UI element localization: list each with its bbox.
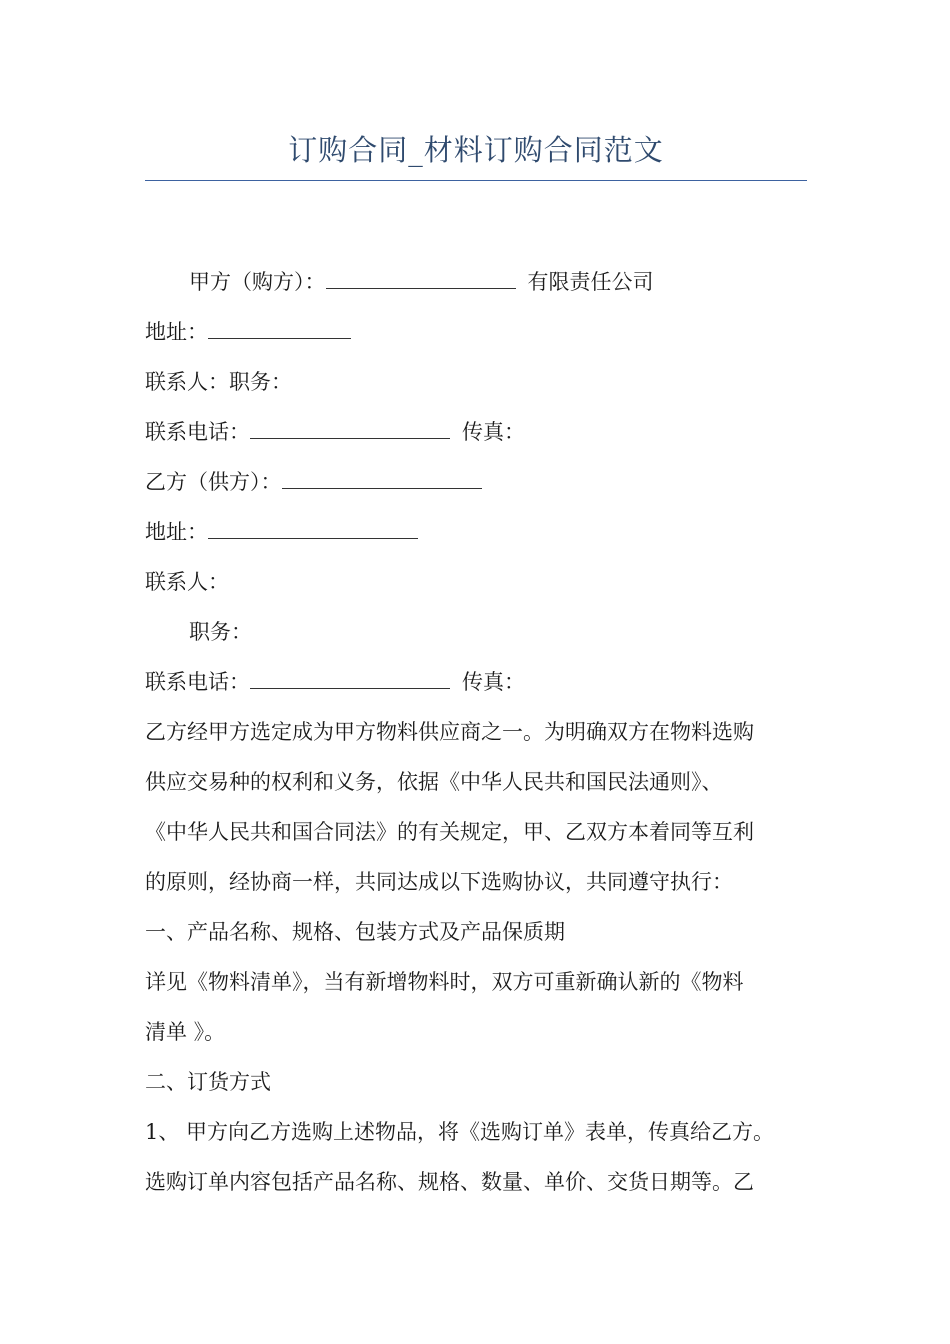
party-b-phone-blank xyxy=(250,668,450,689)
party-a-address-blank xyxy=(208,318,351,339)
party-a-address-label: 地址： xyxy=(145,320,208,344)
preamble-line: 乙方经甲方选定成为甲方物料供应商之一。为明确双方在物料选购 xyxy=(145,720,754,744)
party-a-name-blank xyxy=(326,268,516,289)
title-underline xyxy=(145,180,807,181)
party-b-address-blank xyxy=(208,518,418,539)
party-a-phone-line xyxy=(145,418,825,446)
party-a-suffix: 有限责任公司 xyxy=(527,270,654,294)
section-2-item-1-line: 选购订单内容包括产品名称、规格、数量、单价、交货日期等。乙 xyxy=(145,1170,754,1194)
party-a-phone-label: 联系电话： xyxy=(145,420,250,444)
party-b-position-line: 职务： xyxy=(189,620,252,644)
party-b-label: 乙方（供方）： xyxy=(145,470,282,494)
party-b-line xyxy=(145,468,825,496)
party-a-phone-blank xyxy=(250,418,450,439)
section-2-item-1-line: 1、 甲方向乙方选购上述物品，将《选购订单》表单，传真给乙方。 xyxy=(145,1120,775,1144)
section-2-heading: 二、订货方式 xyxy=(145,1070,271,1094)
party-a-label: 甲方（购方）： xyxy=(189,270,326,294)
section-1-body-line: 清单 》。 xyxy=(145,1020,226,1044)
section-1-body-line: 详见《物料清单》，当有新增物料时，双方可重新确认新的《物料 xyxy=(145,970,744,994)
party-a-fax-label: 传真： xyxy=(462,420,525,444)
party-b-address-line xyxy=(145,518,825,546)
party-a-address-line xyxy=(145,318,825,346)
party-a-contact-line: 联系人：职务： xyxy=(145,370,292,394)
preamble-line: 《中华人民共和国合同法》的有关规定，甲、乙双方本着同等互利 xyxy=(145,820,754,844)
party-b-address-label: 地址： xyxy=(145,520,208,544)
preamble-line: 供应交易种的权利和义务，依据《中华人民共和国民法通则》、 xyxy=(145,770,723,794)
party-b-contact-line: 联系人： xyxy=(145,570,229,594)
party-b-fax-label: 传真： xyxy=(462,670,525,694)
party-a-line xyxy=(189,268,869,296)
party-b-name-blank xyxy=(282,468,482,489)
party-b-phone-line xyxy=(145,668,825,696)
preamble-line: 的原则，经协商一样，共同达成以下选购协议，共同遵守执行： xyxy=(145,870,733,894)
party-b-phone-label: 联系电话： xyxy=(145,670,250,694)
document-title: 订购合同_材料订购合同范文 xyxy=(288,133,664,167)
section-1-heading: 一、产品名称、规格、包装方式及产品保质期 xyxy=(145,920,565,944)
